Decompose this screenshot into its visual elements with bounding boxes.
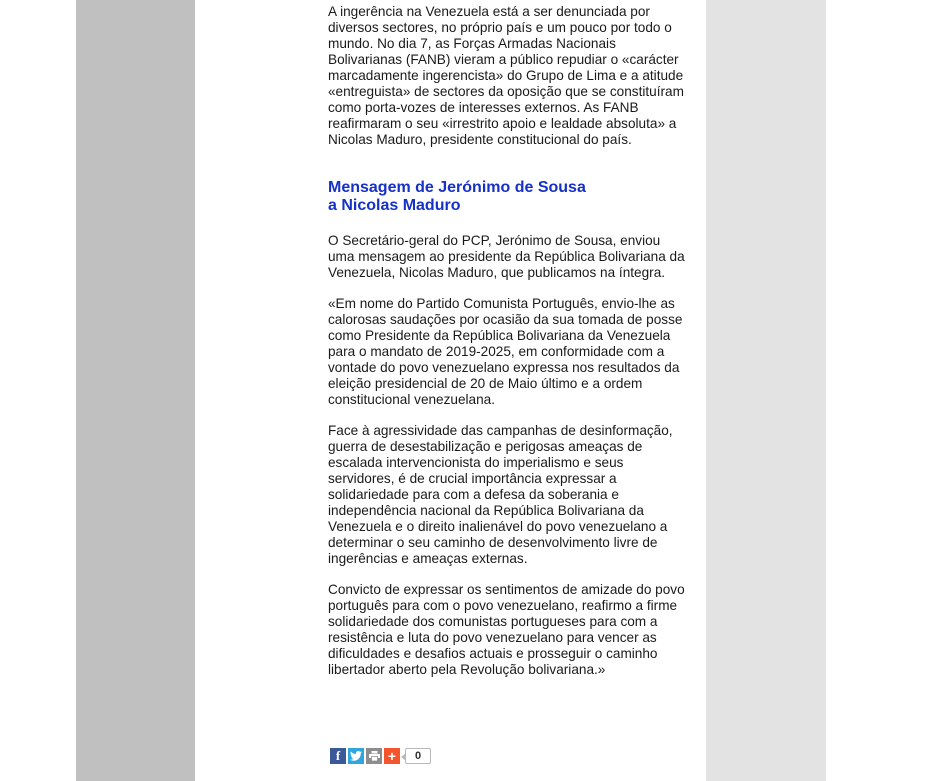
twitter-icon bbox=[350, 751, 362, 761]
left-margin-band bbox=[76, 0, 195, 781]
facebook-share-button[interactable] bbox=[330, 748, 346, 764]
section-heading bbox=[328, 163, 690, 215]
article-paragraph: O Secretário-geral do PCP, Jerónimo de Sousa, enviou uma mensagem ao presidente da República Bolivariana da Venezuela, Nicolas Maduro, que publicamos na íntegra. bbox=[328, 233, 685, 280]
print-icon bbox=[369, 751, 380, 761]
share-bar bbox=[330, 747, 431, 764]
article-paragraph: Convicto de expressar os sentimentos de amizade do povo português para com o povo venezuelano, reafirmo a firme solidariedade dos comunistas portugueses para com a resistência e luta do povo venezuelano para vencer as dificuldades e desafios actuais e prosseguir o caminho libertador aberto pela Revolução bolivariana.» bbox=[328, 582, 685, 677]
plus-icon: + bbox=[387, 747, 397, 764]
twitter-share-button[interactable] bbox=[348, 748, 364, 764]
article-body bbox=[328, 4, 690, 693]
more-share-button[interactable] bbox=[384, 748, 400, 764]
print-button[interactable] bbox=[366, 748, 382, 764]
right-margin-band bbox=[706, 0, 826, 781]
section-heading-line-2: a Nicolas Maduro bbox=[328, 197, 461, 214]
article-paragraph: Face à agressividade das campanhas de desinformação, guerra de desestabilização e perigosas ameaças de escalada intervencionista do imperialismo e seus servidores, é de crucial importância expressar a solidariedade para com a defesa da soberania e independência nacional da República Bolivariana da Venezuela e o direito inalienável do povo venezuelano a determinar o seu caminho de desenvolvimento livre de ingerências e ameaças externas. bbox=[328, 423, 673, 566]
share-count: 0 bbox=[405, 748, 431, 764]
section-heading-line-1: Mensagem de Jerónimo de Sousa bbox=[328, 179, 586, 196]
facebook-icon: f bbox=[335, 747, 341, 763]
article-paragraph: A ingerência na Venezuela está a ser denunciada por diversos sectores, no próprio país e um pouco por todo o mundo. No dia 7, as Forças Armadas Nacionais Bolivarianas (FANB) vieram a público repudiar o «carácter marcadamente ingerencista» do Grupo de Lima e a atitude «entreguista» de sectores da oposição que se constituíram como porta-vozes de interesses externos. As FANB reafirmaram o seu «irrestrito apoio e lealdade absoluta» a Nicolas Maduro, presidente constitucional do país. bbox=[328, 4, 684, 147]
article-paragraph: «Em nome do Partido Comunista Português, envio-lhe as calorosas saudações por ocasião da sua tomada de posse como Presidente da República Bolivariana da Venezuela para o mandato de 2019-2025, em conformidade com a vontade do povo venezuelano expressa nos resultados da eleição presidencial de 20 de Maio último e a ordem constitucional venezuelana. bbox=[328, 296, 683, 407]
